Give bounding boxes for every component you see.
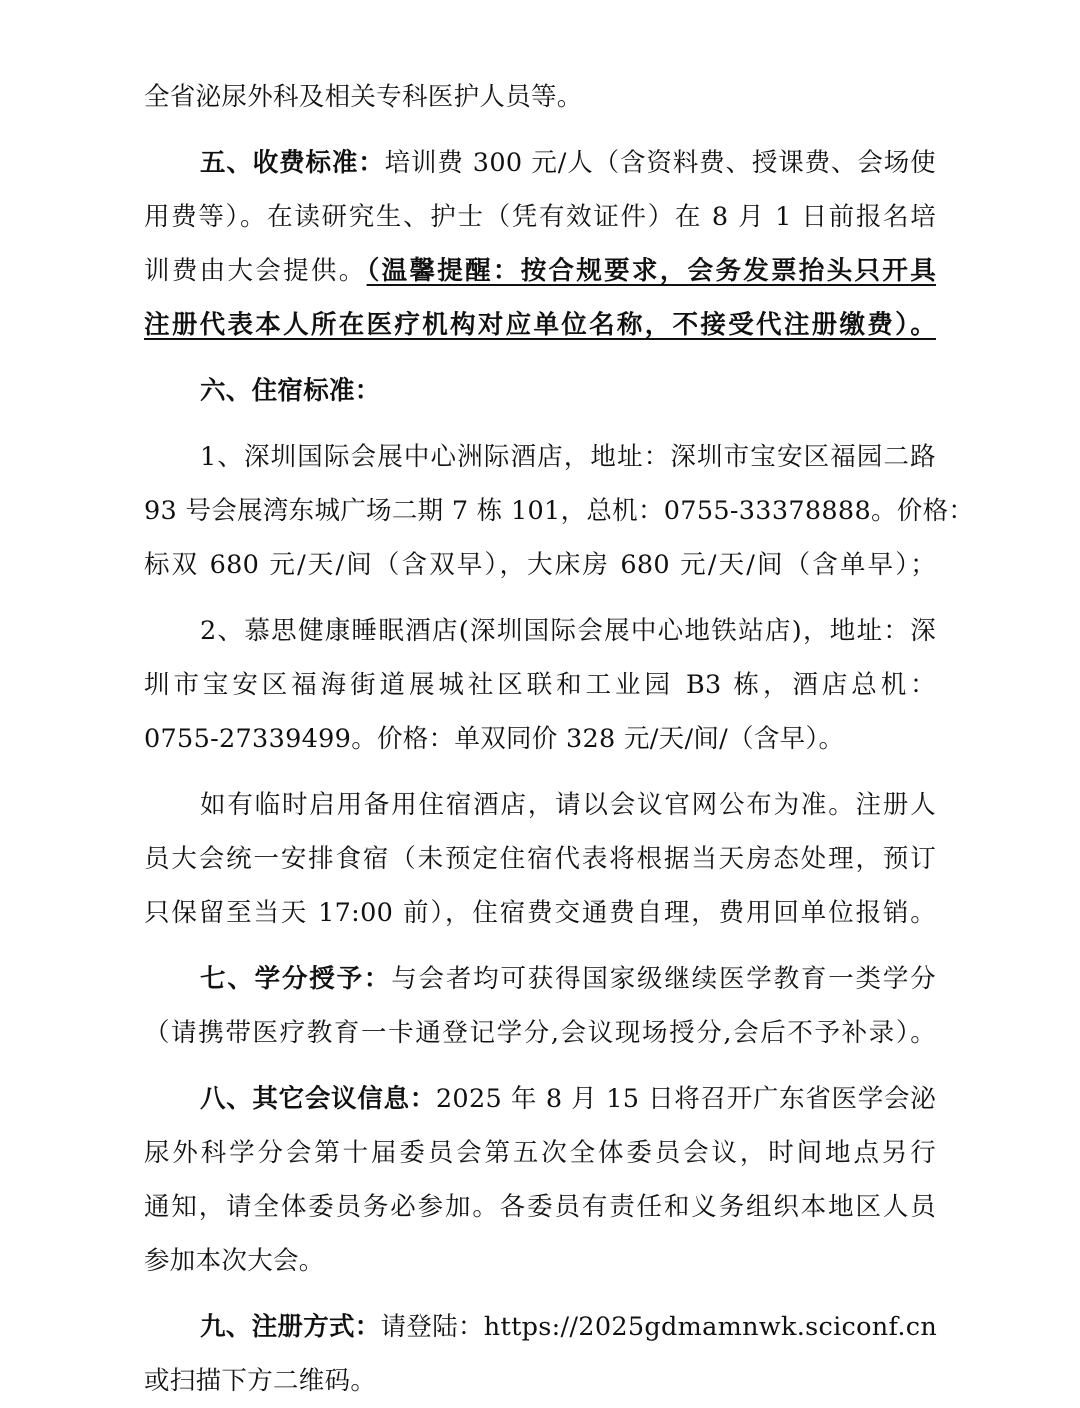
invoice-reminder-part-2: 注册代表本人所在医疗机构对应单位名称，不接受代注册缴费）。 xyxy=(144,310,936,340)
other-info-line-4 xyxy=(144,1234,936,1288)
other-info-text-4: 参加本次大会。 xyxy=(144,1246,325,1276)
intro-line xyxy=(144,70,936,124)
accommodation-note-text-3: 只保留至当天 17:00 前），住宿费交通费自理，费用回单位报销。 xyxy=(144,898,936,928)
credit-text-1: 与会者均可获得国家级继续医学教育一类学分 xyxy=(391,964,936,994)
hotel-2-line-1 xyxy=(144,604,936,658)
hotel-1-line-3 xyxy=(144,538,936,592)
hotel-2-line-2 xyxy=(144,658,936,712)
accommodation-note-line-1 xyxy=(144,778,936,832)
hotel-2-text-1: 2、慕思健康睡眠酒店(深圳国际会展中心地铁站店)，地址：深 xyxy=(200,616,936,646)
other-info-line-2 xyxy=(144,1126,936,1180)
fee-standard-text-2: 用费等）。在读研究生、护士（凭有效证件）在 8 月 1 日前报名培 xyxy=(144,202,936,232)
other-info-line-1 xyxy=(144,1072,936,1126)
hotel-1-text-3: 标双 680 元/天/间（含双早），大床房 680 元/天/间（含单早）； xyxy=(144,550,936,580)
invoice-reminder-part-1: （温馨提醒：按合规要求，会务发票抬头只开具 xyxy=(366,256,936,286)
fee-standard-line-2 xyxy=(144,190,936,244)
hotel-1-line-2 xyxy=(144,484,975,538)
hotel-1-text-1: 1、深圳国际会展中心洲际酒店，地址：深圳市宝安区福园二路 xyxy=(200,442,936,472)
accommodation-heading-line xyxy=(144,364,936,418)
other-info-line-3 xyxy=(144,1180,936,1234)
credit-heading: 七、学分授予： xyxy=(200,964,392,994)
fee-standard-line-4 xyxy=(144,298,936,352)
accommodation-note-text-2: 员大会统一安排食宿（未预定住宿代表将根据当天房态处理，预订 xyxy=(144,844,936,874)
accommodation-note-line-2 xyxy=(144,832,936,886)
accommodation-note-line-3 xyxy=(144,886,936,940)
fee-standard-line-3 xyxy=(144,244,936,298)
registration-line-1 xyxy=(144,1300,936,1354)
hotel-2-text-3: 0755-27339499。价格：单双同价 328 元/天/间/（含早）。 xyxy=(144,724,845,754)
hotel-2-text-2: 圳市宝安区福海街道展城社区联和工业园 B3 栋，酒店总机： xyxy=(144,670,936,700)
fee-standard-text-1: 培训费 300 元/人（含资料费、授课费、会场使 xyxy=(384,148,936,178)
hotel-1-text-2: 93 号会展湾东城广场二期 7 栋 101，总机：0755-33378888。价格： xyxy=(144,496,975,526)
hotel-1-line-1 xyxy=(144,430,936,484)
registration-text-2: 或扫描下方二维码。 xyxy=(144,1366,377,1396)
credit-line-2 xyxy=(144,1006,936,1060)
hotel-2-line-3 xyxy=(144,712,936,766)
other-info-text-3: 通知，请全体委员务必参加。各委员有责任和义务组织本地区人员 xyxy=(144,1192,936,1222)
other-info-heading: 八、其它会议信息： xyxy=(200,1084,436,1114)
fee-standard-text-3: 训费由大会提供。 xyxy=(144,256,367,286)
accommodation-heading: 六、住宿标准： xyxy=(200,376,381,406)
registration-text-1: 请登陆：https://2025gdmamnwk.sciconf.cn xyxy=(380,1312,938,1342)
credit-line-1 xyxy=(144,952,936,1006)
fee-standard-heading: 五、收费标准： xyxy=(200,148,385,178)
intro-text: 全省泌尿外科及相关专科医护人员等。 xyxy=(144,82,583,112)
fee-standard-line-1 xyxy=(144,136,936,190)
registration-heading: 九、注册方式： xyxy=(200,1312,381,1342)
other-info-text-2: 尿外科学分会第十届委员会第五次全体委员会议，时间地点另行 xyxy=(144,1138,936,1168)
credit-text-2: （请携带医疗教育一卡通登记学分,会议现场授分,会后不予补录）。 xyxy=(144,1018,936,1048)
registration-line-2 xyxy=(144,1354,936,1408)
accommodation-note-text-1: 如有临时启用备用住宿酒店，请以会议官网公布为准。注册人 xyxy=(200,790,936,820)
other-info-text-1: 2025 年 8 月 15 日将召开广东省医学会泌 xyxy=(435,1084,936,1114)
